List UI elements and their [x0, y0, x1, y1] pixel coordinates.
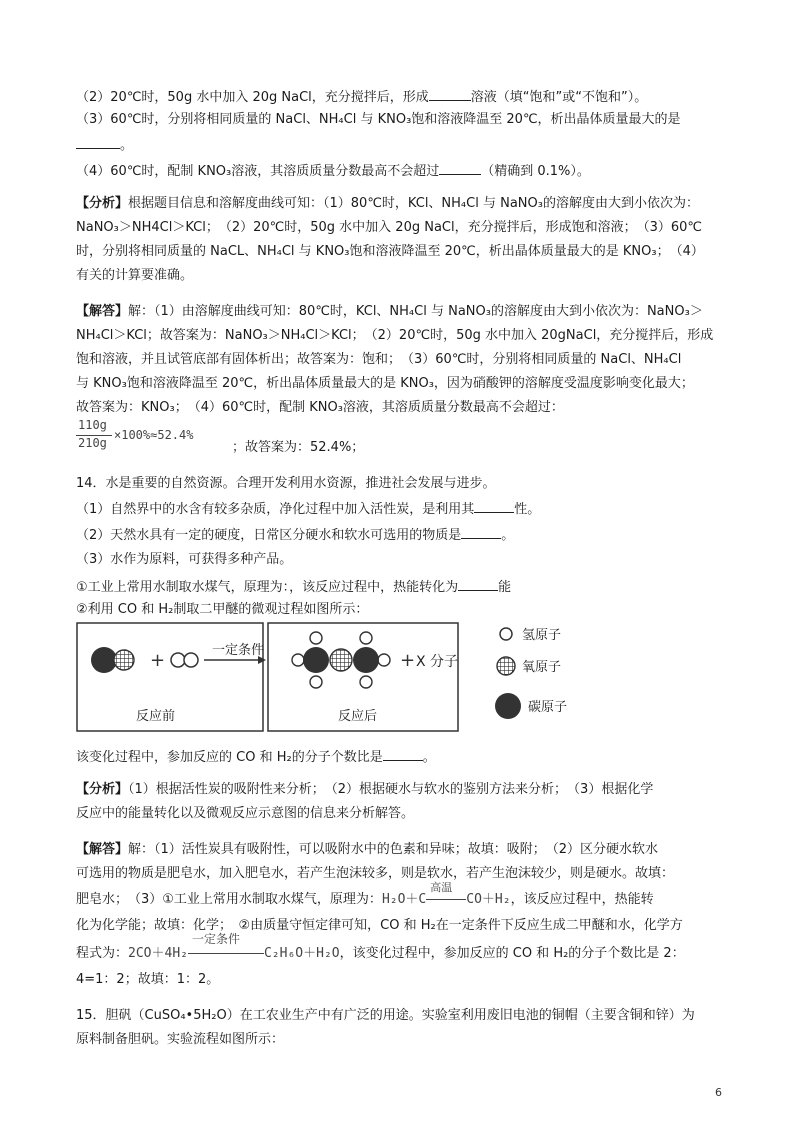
q14-part2-tail: 。: [501, 528, 515, 543]
q15-line-1: 15．胆矾（CuSO₄•5H₂O）在工农业生产中有广泛的用途。实验室利用废旧电池的铜帽（主要含铜和锌）为: [76, 1008, 695, 1023]
answer-text: 肥皂水； （3）①工业上常用水制取水煤气，原理为：: [76, 892, 382, 907]
q13-part3: [76, 110, 681, 130]
q14-answer-line-6: 4=1：2；故填：1：2。: [76, 972, 220, 987]
q13-part4: [76, 160, 590, 182]
q14-analysis-line-1: [76, 780, 653, 800]
answer-blank[interactable]: [458, 576, 498, 591]
answer-text: ，该变化过程中，参加反应的 CO 和 H₂的分子个数比是 2：: [339, 946, 685, 961]
q13-analysis-line-1: [76, 194, 699, 214]
co-molecule: [91, 647, 134, 673]
q13-part3-tail: 。: [120, 138, 134, 153]
q14-part3a-text: ①工业上常用水制取水煤气，原理为：，该反应过程中，热能转化为: [76, 580, 459, 595]
after-label: 反应后: [338, 709, 378, 724]
legend-hydrogen: 氢原子: [522, 628, 562, 643]
fraction-result: ×100%≈52.4%: [114, 428, 194, 442]
q14-answer-line-2: 可选用的物质是肥皂水，加入肥皂水，若产生泡沫较多，则是软水，若产生泡沫较少，则是硬水。故填：: [76, 866, 675, 881]
q13-answer-line-3: 饱和溶液，并且试管底部有固体析出；故答案为：饱和； （3）60℃时，分别将相同质量的 NaCl、NH₄Cl: [76, 352, 682, 367]
q13-part3-text: （3）60℃时，分别将相同质量的 NaCl、NH₄Cl 与 KNO₃饱和溶液降温至 20℃，析出晶体质量最大的是: [76, 112, 681, 127]
analysis-text: （1）根据活性炭的吸附性来分析； （2）根据硬水与软水的鉴别方法来分析； （3）根据化学: [128, 782, 654, 797]
analysis-text: 根据题目信息和溶解度曲线可知：（1）80℃时，KCl、NH₄Cl 与 NaNO₃的溶解度由大到小依次为：: [128, 196, 699, 211]
answer-text: 解：（1）由溶解度曲线可知：80℃时，KCl、NH₄Cl 与 NaNO₃的溶解度由大到小依次为：NaNO₃＞: [128, 304, 703, 319]
q14-answer-line-5: [76, 932, 685, 964]
q14-part2: [76, 524, 514, 546]
eq2-products: C₂H₆O＋H₂O: [263, 946, 340, 961]
eq2-condition-arrow: [188, 932, 264, 964]
q14-answer-line-4: 化为化学能；故填：化学； ②由质量守恒定律可知，CO 和 H₂在一定条件下反应生成二甲醚和水，化学方: [76, 918, 683, 933]
answer-blank[interactable]: [461, 524, 501, 539]
answer-tag: 【解答】: [76, 304, 129, 319]
q13-answer-line-4: 与 KNO₃饱和溶液降温至 20℃，析出晶体质量最大的是 KNO₃，因为硝酸钾的溶解度受温度影响变化最大；: [76, 376, 694, 391]
q13-answer-line-5: 故答案为：KNO₃； （4）60℃时，配制 KNO₃溶液，其溶质质量分数最高不会超过：: [76, 400, 564, 415]
plus-sign: +: [400, 650, 416, 671]
analysis-tag: 【分析】: [76, 196, 129, 211]
q14-part1-tail: 性。: [514, 502, 541, 517]
answer-blank[interactable]: [474, 498, 514, 513]
eq1-condition-arrow: [426, 881, 466, 910]
h2-molecule: [171, 653, 198, 667]
answer-text: ，该反应过程中，热能转: [510, 892, 654, 907]
answer-blank[interactable]: [439, 160, 481, 175]
q14-ratio-text: 该变化过程中，参加反应的 CO 和 H₂的分子个数比是: [76, 750, 383, 765]
answer-blank[interactable]: [383, 746, 423, 761]
q13-part4-text: （4）60℃时，配制 KNO₃溶液，其溶质质量分数最高不会超过: [76, 164, 440, 179]
fraction-denominator: 210g: [78, 436, 107, 450]
condition-label: 一定条件: [212, 643, 265, 658]
eq2-condition: 一定条件: [191, 932, 240, 946]
legend-carbon: 碳原子: [528, 700, 568, 715]
q13-part3-cont: [76, 134, 133, 156]
analysis-tag: 【分析】: [76, 782, 129, 797]
q13-answer-line-2: NH₄Cl＞KCl；故答案为：NaNO₃＞NH₄Cl＞KCl； （2）20℃时，50g 水中加入 20gNaCl，充分搅拌后，形成: [76, 328, 714, 343]
q13-part4-tail: （精确到 0.1%）。: [481, 164, 590, 179]
before-label: 反应前: [136, 709, 176, 724]
fraction-formula: [76, 418, 226, 456]
eq1-condition: 高温: [430, 881, 453, 894]
answer-blank[interactable]: [76, 134, 120, 149]
q13-answer-line-1: [76, 302, 703, 322]
legend-oxygen: 氧原子: [522, 660, 562, 675]
dimethyl-ether-equation: [128, 932, 340, 964]
q13-part2: [76, 86, 647, 108]
oxygen-atom-icon: [497, 657, 515, 675]
q14-part2-text: （2）天然水具有一定的硬度，日常区分硬水和软水可选用的物质是: [76, 528, 462, 543]
dimethyl-ether-molecule: [292, 632, 390, 688]
q13-analysis-line-3: 时，分别将相同质量的 NaCL、NH₄Cl 与 KNO₃饱和溶液降温至 20℃，析出晶体质量最大的是 KNO₃； （4）: [76, 244, 704, 259]
hydrogen-atom-icon: [500, 628, 512, 640]
page-number: 6: [715, 1086, 722, 1099]
x-molecule-label: X 分子: [416, 654, 459, 670]
q14-answer-line-1: [76, 840, 658, 860]
atom-legend: [492, 622, 612, 732]
q14-part3a-tail: 能: [498, 580, 512, 595]
carbon-atom-icon: [495, 693, 521, 719]
q14-part3b: ②利用 CO 和 H₂制取二甲醚的微观过程如图所示：: [76, 602, 369, 617]
answer-text: 程式为：: [76, 946, 129, 961]
q14-part3: （3）水作为原料，可获得多种产品。: [76, 552, 293, 567]
eq1-reactants: H₂O＋C: [381, 892, 427, 907]
q13-part2-tail: 溶液（填“饱和”或“不饱和”）。: [470, 90, 648, 105]
water-gas-equation: [381, 881, 511, 910]
answer-blank[interactable]: [429, 86, 471, 101]
reaction-diagram: [76, 622, 560, 732]
q14-answer-line-3: [76, 881, 654, 910]
q14-part1: [76, 498, 540, 520]
plus-sign: +: [150, 650, 166, 671]
q13-analysis-line-2: NaNO₃＞NH4Cl＞KCl； （2）20℃时，50g 水中加入 20g NaCl，充分搅拌后，形成饱和溶液； （3）60℃: [76, 220, 703, 235]
eq1-products: CO＋H₂: [466, 892, 511, 907]
q13-analysis-line-4: 有关的计算要准确。: [76, 268, 194, 283]
q14-part3a: [76, 576, 511, 598]
q14-ratio-tail: 。: [422, 750, 436, 765]
q14-ratio-question: [76, 746, 436, 768]
q14-analysis-line-2: 反应中的能量转化以及微观反应示意图的信息来分析解答。: [76, 806, 415, 821]
q13-part2-text: （2）20℃时，50g 水中加入 20g NaCl，充分搅拌后，形成: [76, 90, 429, 105]
answer-text: 解：（1）活性炭具有吸附性，可以吸附水中的色素和异味；故填：吸附； （2）区分硬水软水: [128, 842, 659, 857]
q14-part1-text: （1）自然界中的水含有较多杂质，净化过程中加入活性炭，是利用其: [76, 502, 475, 517]
answer-tag: 【解答】: [76, 842, 129, 857]
q14-stem: 14．水是重要的自然资源。合理开发利用水资源，推进社会发展与进步。: [76, 476, 496, 491]
q13-final-answer: ；故答案为：52.4%；: [232, 440, 365, 455]
q15-line-2: 原料制备胆矾。实验流程如图所示：: [76, 1032, 285, 1047]
eq2-reactants: 2CO＋4H₂: [128, 946, 188, 961]
fraction-numerator: 110g: [78, 418, 107, 432]
